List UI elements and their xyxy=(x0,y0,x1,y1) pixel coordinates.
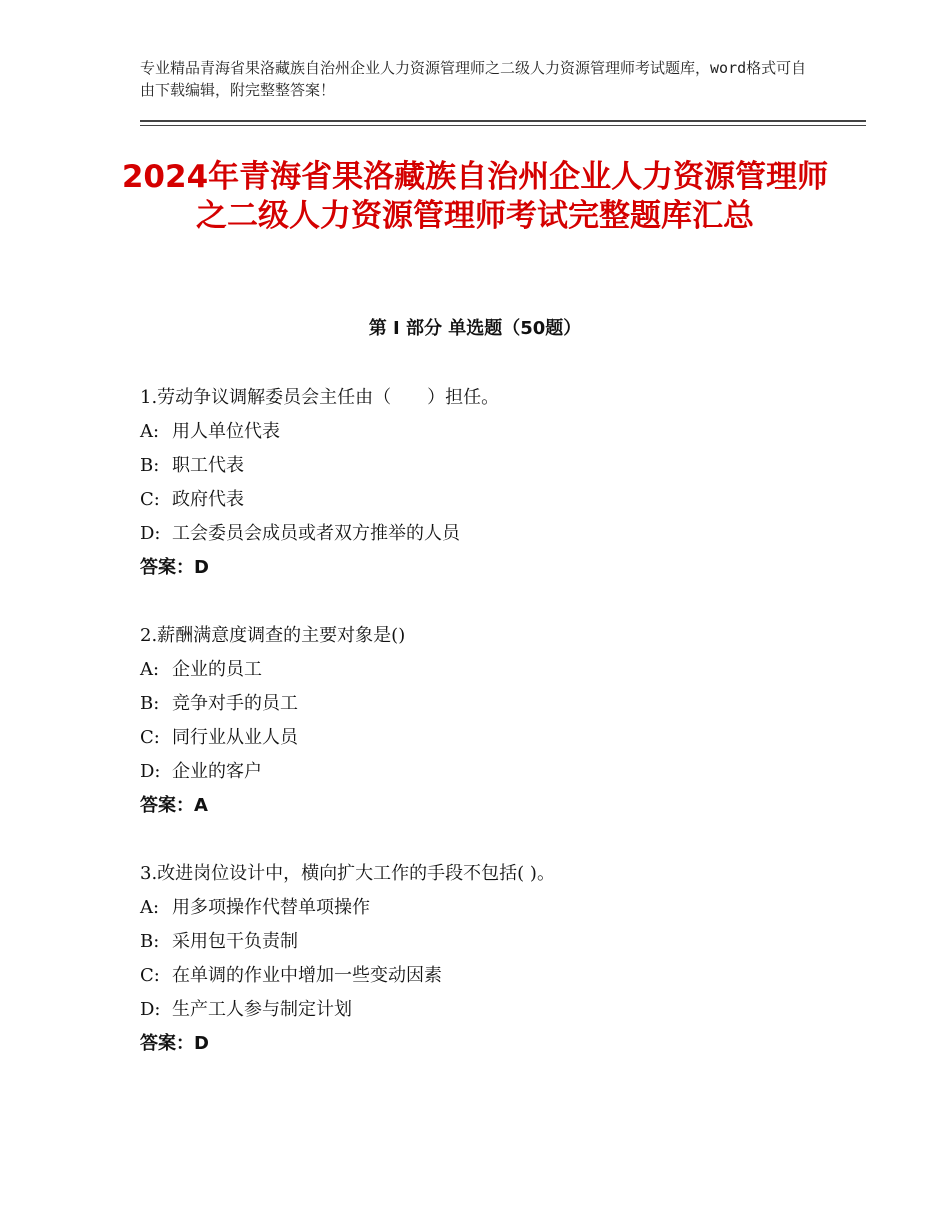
option-letter: C: xyxy=(140,489,160,510)
option-text: 生产工人参与制定计划 xyxy=(172,999,352,1020)
answer-line xyxy=(140,1027,840,1061)
answer-label: 答案： xyxy=(140,1033,194,1054)
option-d xyxy=(140,755,840,789)
option-a xyxy=(140,653,840,687)
option-letter: C: xyxy=(140,965,160,986)
answer-value: D xyxy=(194,557,209,578)
option-text: 同行业从业人员 xyxy=(172,727,298,748)
question-3 xyxy=(140,857,840,1061)
answer-label: 答案： xyxy=(140,795,194,816)
question-list xyxy=(140,381,840,1095)
section-heading: 第 I 部分 单选题（50题） xyxy=(368,318,582,339)
question-stem: 2.薪酬满意度调查的主要对象是() xyxy=(140,625,406,646)
option-b xyxy=(140,449,840,483)
option-c xyxy=(140,959,840,993)
answer-value: D xyxy=(194,1033,209,1054)
option-letter: D: xyxy=(140,999,161,1020)
answer-label: 答案： xyxy=(140,557,194,578)
option-text: 采用包干负责制 xyxy=(172,931,298,952)
question-stem: 1.劳动争议调解委员会主任由（ ）担任。 xyxy=(140,387,500,408)
option-letter: D: xyxy=(140,523,161,544)
option-b xyxy=(140,925,840,959)
option-b xyxy=(140,687,840,721)
option-text: 企业的客户 xyxy=(172,761,262,782)
option-text: 企业的员工 xyxy=(172,659,262,680)
option-text: 职工代表 xyxy=(172,455,244,476)
option-letter: B: xyxy=(140,693,160,714)
question-stem: 3.改进岗位设计中，横向扩大工作的手段不包括( )。 xyxy=(140,863,555,884)
option-text: 政府代表 xyxy=(172,489,244,510)
answer-value: A xyxy=(194,795,208,816)
option-text: 工会委员会成员或者双方推举的人员 xyxy=(172,523,460,544)
option-text: 竞争对手的员工 xyxy=(172,693,298,714)
option-letter: D: xyxy=(140,761,161,782)
option-d xyxy=(140,993,840,1027)
option-a xyxy=(140,891,840,925)
question-1 xyxy=(140,381,840,585)
option-text: 在单调的作业中增加一些变动因素 xyxy=(172,965,442,986)
option-c xyxy=(140,483,840,517)
option-letter: B: xyxy=(140,455,160,476)
option-text: 用人单位代表 xyxy=(172,421,280,442)
answer-line xyxy=(140,789,840,823)
option-a xyxy=(140,415,840,449)
option-letter: A: xyxy=(140,659,160,680)
document-title: 2024年青海省果洛藏族自治州企业人力资源管理师之二级人力资源管理师考试完整题库汇总 xyxy=(121,159,829,234)
header-rule-thin xyxy=(140,125,866,126)
header-rule-thick xyxy=(140,120,866,122)
option-letter: C: xyxy=(140,727,160,748)
option-text: 用多项操作代替单项操作 xyxy=(172,897,370,918)
option-letter: A: xyxy=(140,421,160,442)
option-c xyxy=(140,721,840,755)
option-letter: B: xyxy=(140,931,160,952)
option-letter: A: xyxy=(140,897,160,918)
option-d xyxy=(140,517,840,551)
header-note: 专业精品青海省果洛藏族自治州企业人力资源管理师之二级人力资源管理师考试题库，word格式可自由下载编辑，附完整整答案！ xyxy=(140,59,807,99)
question-2 xyxy=(140,619,840,823)
answer-line xyxy=(140,551,840,585)
